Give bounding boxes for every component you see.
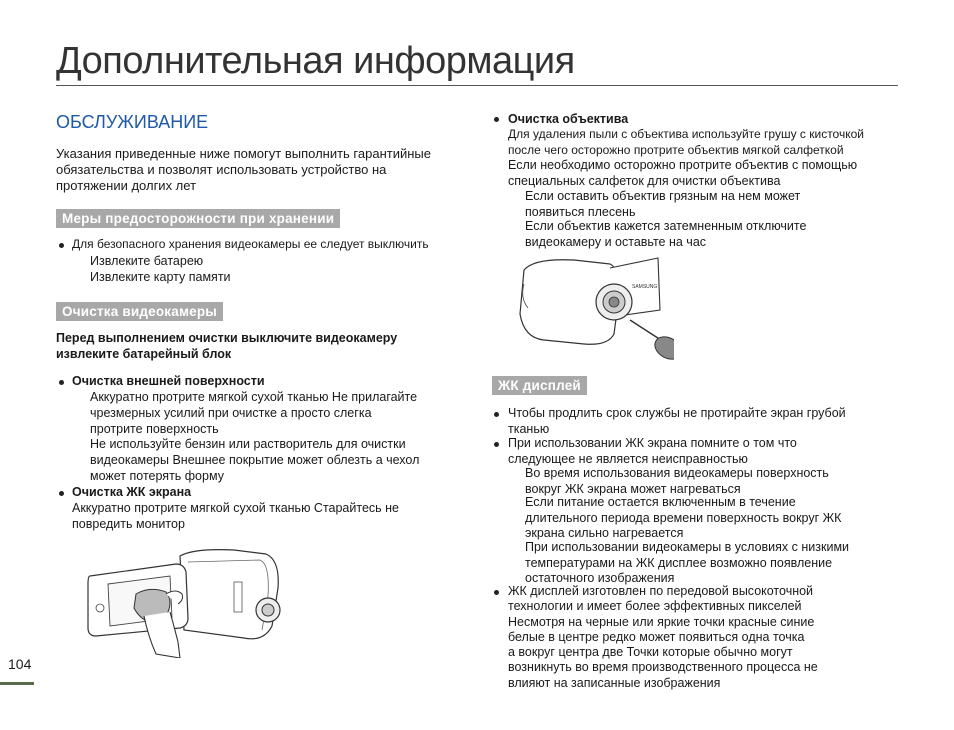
page-number-underline: [0, 682, 34, 685]
bullet-dot: [59, 243, 64, 248]
lcd-bullet-2: При использовании ЖК экрана помните о том что следующее не является неисправностью: [508, 436, 797, 466]
bullet-dot: [494, 117, 499, 122]
page-number: 104: [8, 656, 32, 672]
outer-clean-text-1: Аккуратно протрите мягкой сухой тканью Не прилагайте чрезмерных усилий при очистке а просто слегка протрите поверхность: [90, 390, 418, 436]
camera-wipe-illustration: [84, 546, 284, 658]
title-divider: [56, 85, 898, 86]
lcd-sub-2: Если питание остается включенным в течение длительного периода времени поверхность вокруг ЖК экрана сильно нагревается: [525, 495, 842, 540]
storage-heading: Меры предосторожности при хранении: [56, 209, 340, 228]
bullet-dot: [59, 380, 64, 385]
lens-clean-text-2: Если необходимо осторожно протрите объектив с помощью специальных салфеток для очистки объектива: [508, 158, 858, 188]
storage-sub-card: Извлеките карту памяти: [90, 270, 231, 284]
outer-clean-text-2: Не используйте бензин или растворитель для очистки видеокамеры Внешнее покрытие может облезть а чехол может потерять форму: [90, 437, 420, 483]
bullet-dot: [494, 442, 499, 447]
section-title: ОБСЛУЖИВАНИЕ: [56, 112, 209, 132]
bullet-dot: [494, 412, 499, 417]
lens-clean-title: Очистка объектива: [508, 112, 629, 126]
cleaning-warning: Перед выполнением очистки выключите видеокамеру извлеките батарейный блок: [56, 331, 398, 361]
outer-clean-title: Очистка внешней поверхности: [72, 374, 265, 388]
camera-brand-label: SAMSUNG: [632, 284, 658, 290]
lens-sub-darkened: Если объектив кажется затемненным отключите видеокамеру и оставьте на час: [525, 219, 807, 249]
cleaning-heading: Очистка видеокамеры: [56, 302, 223, 321]
lcd-sub-1: Во время использования видеокамеры поверхность вокруг ЖК экрана может нагреваться: [525, 466, 829, 496]
page-title: Дополнительная информация: [56, 40, 575, 82]
storage-bullet: Для безопасного хранения видеокамеры ее следует выключить: [72, 237, 429, 251]
intro-text: Указания приведенные ниже помогут выполнить гарантийные обязательства и позволят использовать устройство на протяжении долгих лет: [56, 146, 431, 193]
lcd-bullet-1: Чтобы продлить срок службы не протирайте экран грубой тканью: [508, 406, 846, 436]
lcd-clean-title: Очистка ЖК экрана: [72, 485, 192, 499]
bullet-dot: [494, 590, 499, 595]
lcd-clean-text: Аккуратно протрите мягкой сухой тканью Старайтесь не повредить монитор: [72, 501, 399, 531]
lens-blower-illustration: [514, 254, 674, 364]
lcd-sub-3: При использовании видеокамеры в условиях с низкими температурами на ЖК дисплее возможно появление остаточного изображения: [525, 540, 850, 585]
lcd-bullet-3: ЖК дисплей изготовлен по передовой высокоточной технологии и имеет более эффективных пикселей Несмотря на черные или яркие точки красные синие белые в центре редко может появиться одна точка а вокруг центра две Точки которые обычно могут возникнуть во время производственного процесса не влияют на записанные изображения: [508, 584, 818, 690]
lens-clean-text-1: Для удаления пыли с объектива используйте грушу с кисточкой после чего осторожно протрите объектив мягкой салфеткой: [508, 127, 864, 157]
storage-sub-battery: Извлеките батарею: [90, 254, 204, 268]
lens-sub-mold: Если оставить объектив грязным на нем может появиться плесень: [525, 189, 801, 219]
bullet-dot: [59, 491, 64, 496]
lcd-display-heading: ЖК дисплей: [492, 376, 587, 395]
